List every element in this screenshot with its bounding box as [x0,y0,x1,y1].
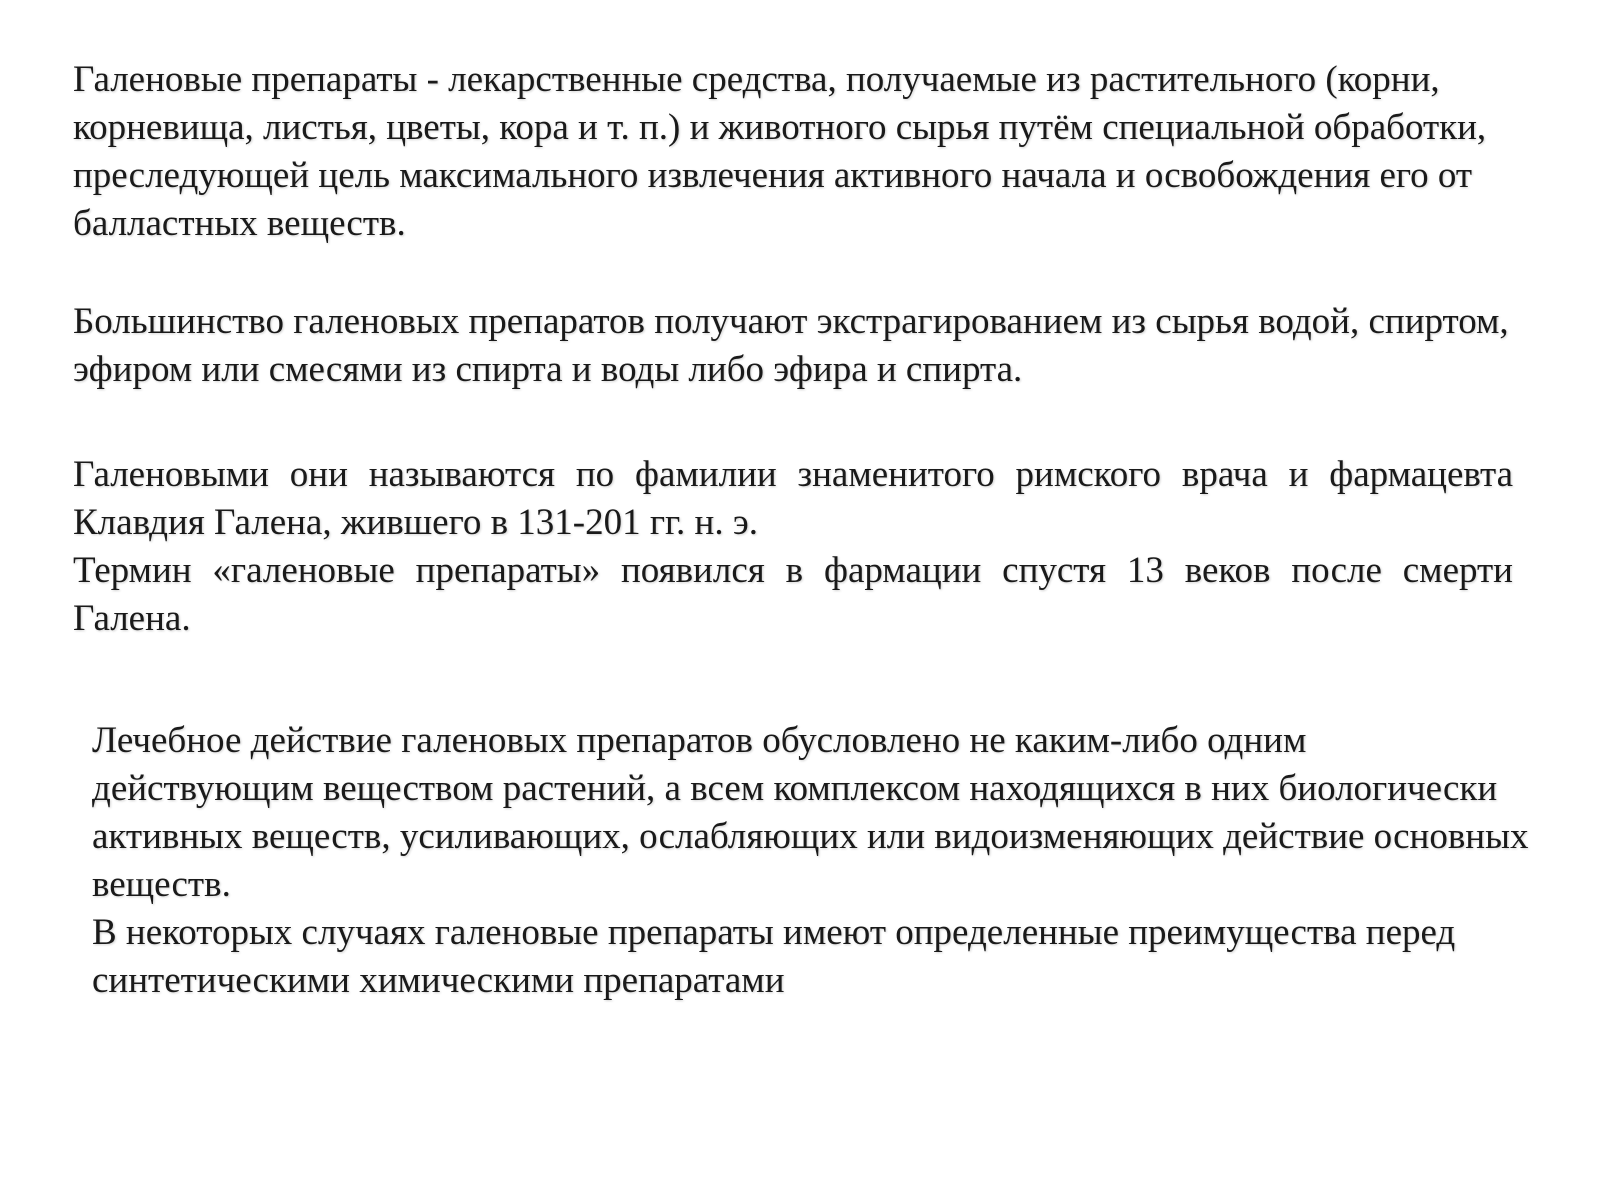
extraction-text-block [73,298,1533,394]
advantages-paragraph: В некоторых случаях галеновые препараты имеют определенные преимущества перед синтетическими химическими препаратами [92,912,1456,1001]
definition-text-block [73,56,1533,248]
therapeutic-action-paragraph: Лечебное действие галеновых препаратов обусловлено не каким-либо одним действующим веществом растений, а всем комплексом находящихся в них биологически активных веществ, усиливающих, ослабляющих или видоизменяющих действие основных веществ. [92,720,1529,905]
origin-paragraph: Галеновыми они называются по фамилии знаменитого римского врача и фармацевта Клавдия Галена, жившего в 131-201 гг. н. э. [73,454,1513,543]
origin-text-block [73,451,1513,643]
therapeutic-action-text-block [92,717,1532,1005]
term-history-paragraph: Термин «галеновые препараты» появился в фармации спустя 13 веков после смерти Галена. [73,550,1513,639]
definition-paragraph: Галеновые препараты - лекарственные средства, получаемые из растительного (корни, корневища, листья, цветы, кора и т. п.) и животного сырья путём специальной обработки, преследующей цель максимального извлечения активного начала и освобождения его от балластных веществ. [73,59,1487,244]
extraction-paragraph: Большинство галеновых препаратов получают экстрагированием из сырья водой, спиртом, эфиром или смесями из спирта и воды либо эфира и спирта. [73,301,1509,390]
